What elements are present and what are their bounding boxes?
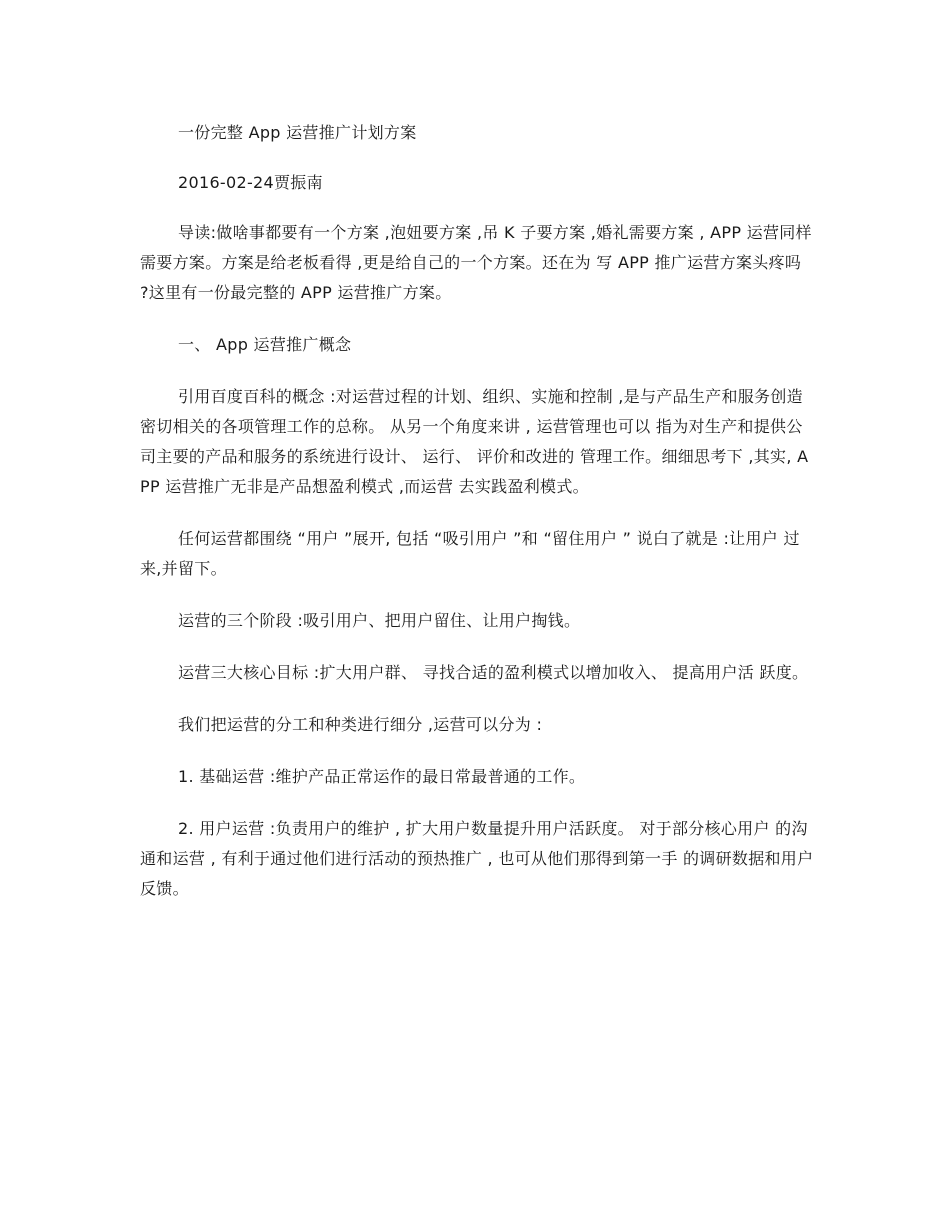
section-heading-1: 一、 App 运营推广概念 — [178, 335, 352, 354]
paragraph-three-stages: 运营的三个阶段 :吸引用户、把用户留住、让用户掏钱。 — [178, 611, 581, 630]
paragraph-definition: 引用百度百科的概念 :对运营过程的计划、组织、实施和控制 ,是与产品生产和服务创造密切相关的各项管理工作的总称。 从另一个角度来讲 , 运营管理也可以 指为对生产和提供公司主要的产品和服务的系统进行设计、 运行、 评价和改进的 管理工作。细细思考下 ,其实, APP 运营推广无非是产品想盈利模式 ,而运营 去实践盈利模式。 — [140, 387, 809, 496]
document-date-author: 2016-02-24贾振南 — [178, 173, 323, 192]
list-item-basic-ops: 1. 基础运营 :维护产品正常运作的最日常最普通的工作。 — [178, 767, 586, 786]
paragraph-intro: 导读:做啥事都要有一个方案 ,泡妞要方案 ,吊 K 子要方案 ,婚礼需要方案 , APP 运营同样需要方案。方案是给老板看得 ,更是给自己的一个方案。还在为 写 APP 推广运营方案头疼吗 ?这里有一份最完整的 APP 运营推广方案。 — [140, 223, 812, 302]
paragraph-categories: 我们把运营的分工和种类进行细分 ,运营可以分为 : — [178, 715, 543, 734]
paragraph-three-goals: 运营三大核心目标 :扩大用户群、 寻找合适的盈利模式以增加收入、 提高用户活 跃度。 — [178, 663, 809, 682]
document-body — [140, 118, 815, 926]
paragraph-user-focus: 任何运营都围绕 “用户 ”展开, 包括 “吸引用户 ”和 “留住用户 ” 说白了就是 :让用户 过来,并留下。 — [140, 529, 800, 578]
document-title: 一份完整 App 运营推广计划方案 — [178, 123, 417, 142]
list-item-user-ops: 2. 用户运营 :负责用户的维护 , 扩大用户数量提升用户活跃度。 对于部分核心用户 的沟通和运营 , 有利于通过他们进行活动的预热推广 , 也可从他们那得到第一手 的调研数据和用户反馈。 — [140, 819, 814, 898]
